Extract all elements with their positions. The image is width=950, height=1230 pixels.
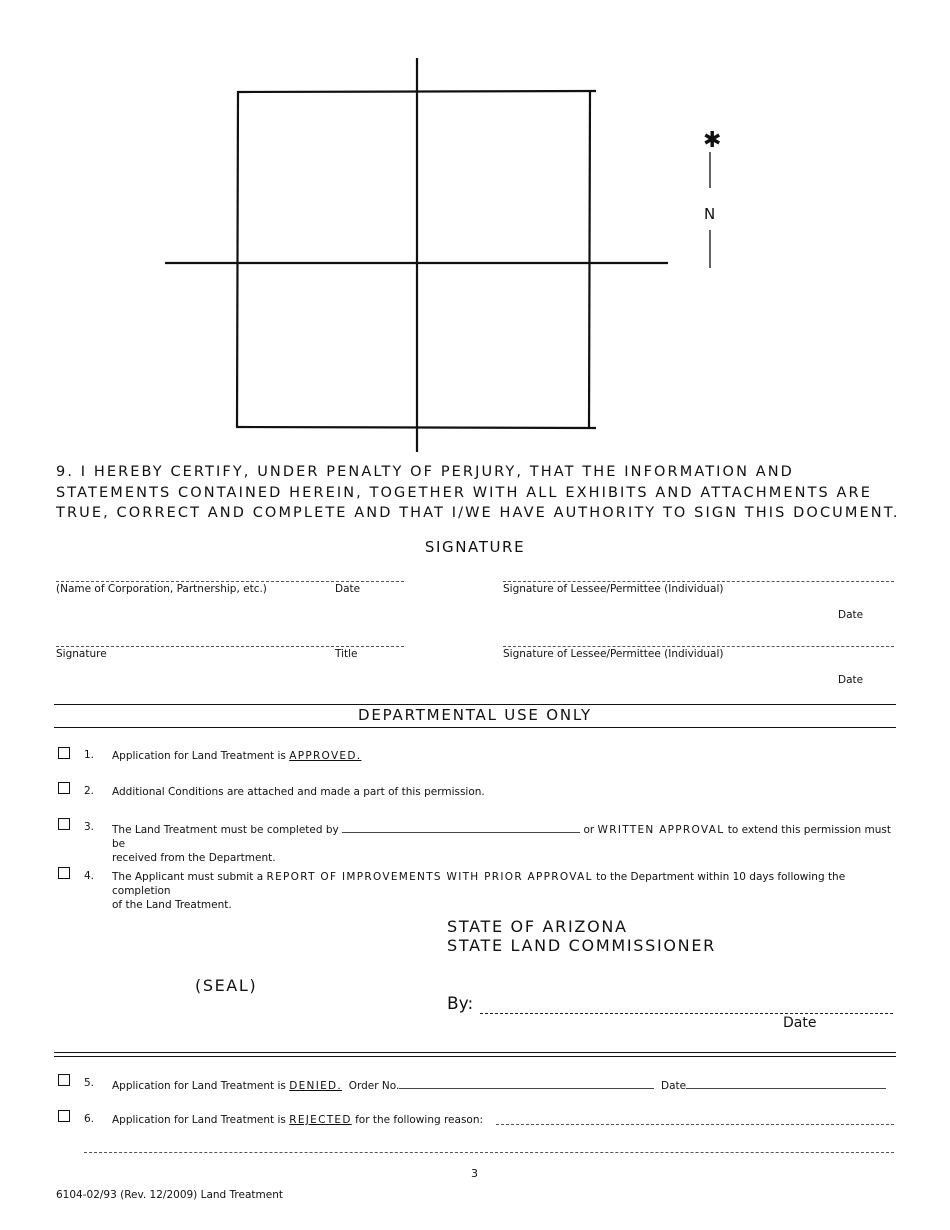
commissioner-date-label: Date [783, 1015, 817, 1031]
item-number: 3. [84, 821, 95, 833]
signature-field[interactable] [56, 646, 404, 647]
double-divider [54, 1052, 896, 1057]
item-completion-text: The Land Treatment must be completed by or WRITTEN APPROVAL to extend this permission must be received from the Department. [112, 821, 897, 865]
commissioner-signature-field[interactable] [480, 1013, 893, 1014]
signature-label: Signature [56, 648, 107, 660]
grid-left-edge [237, 91, 238, 427]
rejected-reason-field-1[interactable] [496, 1124, 894, 1125]
certification-statement: 9. I HEREBY CERTIFY, UNDER PENALTY OF PERJURY, THAT THE INFORMATION AND STATEMENTS CONTAINED HEREIN, TOGETHER WITH ALL EXHIBITS AND ATTACHMENTS ARE TRUE, CORRECT AND COMPLETE AND THAT I/WE HAVE AUTHORITY TO SIGN THIS DOCUMENT. [56, 464, 900, 521]
completion-date-field[interactable] [342, 821, 580, 833]
grid-right-edge [589, 90, 590, 428]
item-report-text: The Applicant must submit a REPORT OF IMPROVEMENTS WITH PRIOR APPROVAL to the Department within 10 days following the completion of the Land Treatment. [112, 871, 846, 911]
item-number: 1. [84, 749, 95, 761]
report-checkbox[interactable] [58, 867, 70, 879]
compass-star-icon: ✱ [703, 128, 722, 153]
departmental-use-header [54, 704, 896, 728]
item-number: 4. [84, 870, 95, 882]
item-conditions-text: Additional Conditions are attached and made a part of this permission. [112, 786, 485, 798]
item-rejected-text: Application for Land Treatment is REJECTED for the following reason: [112, 1114, 484, 1126]
item-number: 5. [84, 1077, 95, 1089]
by-label: By: [447, 994, 474, 1014]
state-of-arizona: STATE OF ARIZONA [447, 917, 628, 936]
denied-date-field[interactable] [686, 1077, 886, 1089]
denied-checkbox[interactable] [58, 1074, 70, 1086]
compass-north-label: N [704, 205, 716, 223]
rejected-checkbox[interactable] [58, 1110, 70, 1122]
form-id: 6104-02/93 (Rev. 12/2009) Land Treatment [56, 1189, 283, 1201]
corp-date-label: Date [335, 583, 361, 595]
item-denied-text: Application for Land Treatment is DENIED. Order No. Date [112, 1077, 897, 1093]
lessee-date-label-1: Date [838, 609, 864, 621]
signature-heading: SIGNATURE [424, 538, 526, 556]
lessee-signature-label-1: Signature of Lessee/Permittee (Individual) [503, 583, 724, 595]
lessee-signature-field-1[interactable] [503, 581, 894, 582]
approved-checkbox[interactable] [58, 747, 70, 759]
lessee-signature-label-2: Signature of Lessee/Permittee (Individual) [503, 648, 724, 660]
item-approved-text: Application for Land Treatment is APPROVED. [112, 750, 362, 762]
state-land-commissioner: STATE LAND COMMISSIONER [447, 936, 716, 955]
lessee-date-label-2: Date [838, 674, 864, 686]
seal-label: (SEAL) [195, 976, 258, 995]
order-number-field[interactable] [399, 1077, 654, 1089]
corp-name-label: (Name of Corporation, Partnership, etc.) [56, 583, 267, 595]
completion-date-checkbox[interactable] [58, 818, 70, 830]
title-label: Title [335, 648, 358, 660]
corp-name-field[interactable] [56, 581, 404, 582]
item-number: 6. [84, 1113, 95, 1125]
conditions-checkbox[interactable] [58, 782, 70, 794]
item-number: 2. [84, 785, 95, 797]
page-number: 3 [471, 1167, 478, 1180]
lessee-signature-field-2[interactable] [503, 646, 894, 647]
rejected-reason-field-2[interactable] [84, 1152, 894, 1153]
section-grid-diagram [0, 0, 950, 460]
departmental-use-title: DEPARTMENTAL USE ONLY [358, 706, 592, 724]
